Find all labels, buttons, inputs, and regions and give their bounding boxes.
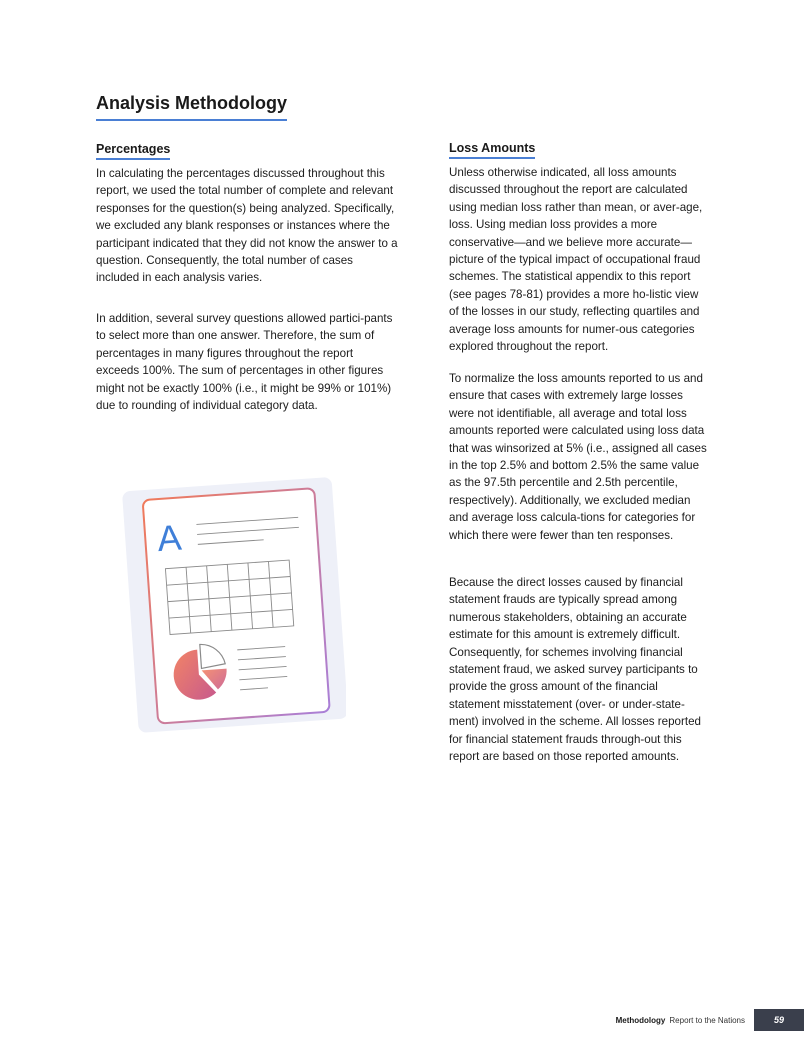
page-number: 59 xyxy=(754,1009,804,1031)
loss-amounts-paragraph-1: Unless otherwise indicated, all loss amounts discussed throughout the report are calculated using median loss rather than mean, or aver-age, loss. Using median loss provides a more conservative—and we believe more accurate—picture of the typical impact of occupational fraud schemes. The statistical appendix to this report (see pages 78-81) provides a more ho-listic view of the losses in our study, reflecting quartiles and average loss amounts for numer-ous categories explored throughout the report. xyxy=(449,166,703,354)
page-title: Analysis Methodology xyxy=(96,93,287,121)
document-report-icon xyxy=(122,472,346,734)
percentages-paragraph-2: In addition, several survey questions allowed partici-pants to select more than one answer. Therefore, the sum of percentages in many figures throughout the report exceeds 100%. The sum of percentages in other figures might not be exactly 100% (i.e., it might be 99% or 101%) due to rounding of individual category data. xyxy=(96,312,393,413)
loss-amounts-heading: Loss Amounts xyxy=(449,141,535,159)
loss-amounts-paragraph-2: To normalize the loss amounts reported to us and ensure that cases with extremely large losses were not identifiable, all average and total loss amounts reported were calculated using loss data that was winsorized at 5% (i.e., assigned all cases in the top 2.5% and bottom 2.5% the same value as the 97.5th percentile and 2.5th percentile, respectively). Additionally, we excluded median and average loss calcula-tions for categories for which there were fewer than ten responses. xyxy=(449,372,707,542)
loss-amounts-paragraph-3: Because the direct losses caused by financial statement frauds are typically spread among numerous stakeholders, obtaining an accurate estimate for this amount is extremely difficult. Consequently, for schemes involving financial statement fraud, we asked survey participants to provide the gross amount of the financial statement misstatement (over- or under-state-ment) involved in the scheme. All losses reported for financial statement frauds through-out this report are based on those reported amounts. xyxy=(449,576,701,764)
footer-report-title: Report to the Nations xyxy=(669,1015,745,1025)
page-footer xyxy=(616,1009,804,1031)
document-letter: A xyxy=(155,516,183,560)
percentages-paragraph-1: In calculating the percentages discussed throughout this report, we used the total number of complete and relevant responses for the question(s) being analyzed. Specifically, we excluded any blank responses or instances where the participant indicated that they did not know the answer to a question. Consequently, the total number of cases included in each analysis varies. xyxy=(96,167,398,285)
percentages-heading: Percentages xyxy=(96,142,170,160)
footer-section-label: Methodology xyxy=(615,1015,666,1025)
